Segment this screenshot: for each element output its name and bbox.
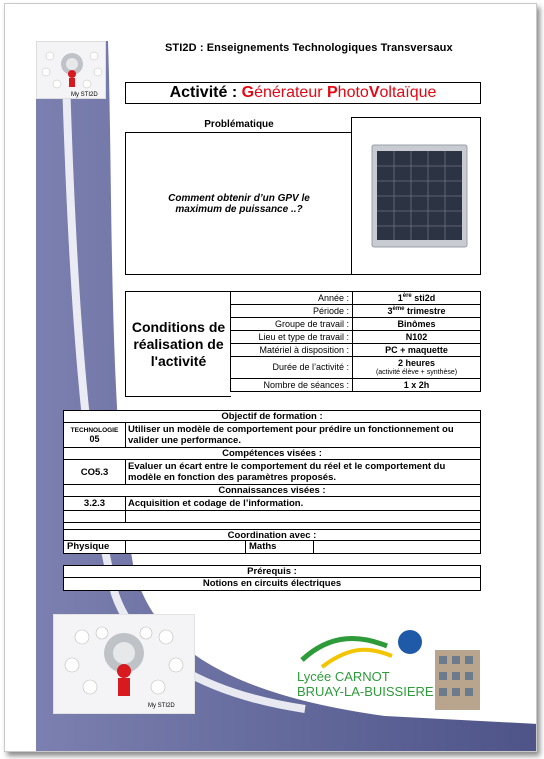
table-row [231,318,481,331]
table-row [231,357,481,379]
competence-text: Evaluer un écart entre le comportement du réel et le comportement du modèle en fonction des paramètres proposés. [128,461,446,483]
coordination-cell [126,541,246,553]
condition-key: Groupe de travail : [231,318,353,331]
conditions-table [230,291,481,392]
coordination-cell [314,541,480,553]
condition-key: Matériel à disposition : [231,344,353,357]
table-row [231,331,481,344]
activity-letter: V [368,84,380,101]
objectif-table [63,410,481,554]
table-row [64,460,480,485]
condition-key: Nombre de séances : [231,379,353,392]
competences-header: Compétences visées : [64,448,480,460]
competence-code: CO5.3 [64,460,126,484]
lycee-line1: Lycée CARNOT [297,669,390,684]
connaissance-text: Acquisition et codage de l’information. [128,498,304,509]
table-row [231,305,481,318]
table-row [64,497,480,511]
logo-caption: My STI2D [71,92,98,98]
activity-word: énérateur [254,84,327,101]
header-title: STI2D : Enseignements Technologiques Transversaux [165,42,453,54]
coordination-header: Coordination avec : [64,529,480,541]
table-row [231,292,481,305]
coordination-row [64,541,480,553]
condition-value: 2 heures (activité élève + synthèse) [353,357,481,379]
condition-value: Binômes [353,318,481,331]
condition-key: Lieu et type de travail : [231,331,353,344]
solar-panel-photo [351,117,481,275]
coordination-cell: Maths [246,541,314,553]
activity-letter: P [327,84,338,101]
lycee-line2: BRUAY-LA-BUISSIERE [297,684,434,699]
connaissance-code: 3.2.3 [64,497,126,510]
my-sti2d-logo-top [36,41,106,99]
lycee-name [297,669,434,699]
solar-panel-icon [352,118,480,274]
prerequis-table [63,565,481,591]
activity-letter: G [241,84,255,101]
objectif-header: Objectif de formation : [64,411,480,423]
activity-title [125,82,481,104]
my-sti2d-logo-bottom [53,614,195,714]
connaissances-header: Connaissances visées : [64,485,480,497]
coordination-cell: Physique [64,541,126,553]
table-row [231,379,481,392]
people-circle-icon [54,615,196,715]
technologie-text: Utiliser un modèle de comportement pour prédire un fonctionnement ou valider une performance. [128,424,454,446]
logo-caption: My STI2D [148,703,175,709]
condition-key: Période : [231,305,353,318]
table-row [231,344,481,357]
conditions-title: Conditions de réalisation de l'activité [125,291,231,397]
condition-key: Durée de l’activité : [231,357,353,379]
problematique-question: Comment obtenir d’un GPV le maximum de puissance ..? [125,132,353,275]
condition-value: 3ème trimestre [353,305,481,318]
technologie-code: TECHNOLOGIE 05 [64,423,126,447]
condition-value: 1 x 2h [353,379,481,392]
activity-prefix: Activité : [169,84,238,101]
table-row [64,423,480,448]
problematique-label: Problématique [204,119,274,130]
condition-key: Année : [231,292,353,305]
condition-value: N102 [353,331,481,344]
activity-word: oltaïque [379,84,437,101]
activity-word: hoto [337,84,369,101]
table-row [64,511,480,523]
prerequis-value: Notions en circuits électriques [202,578,342,589]
prerequis-header: Prérequis : [64,566,480,578]
empty-cell [126,511,480,522]
condition-value: PC + maquette [353,344,481,357]
empty-cell [64,511,126,522]
document-page [4,3,537,752]
condition-value: 1ère sti2d [353,292,481,305]
